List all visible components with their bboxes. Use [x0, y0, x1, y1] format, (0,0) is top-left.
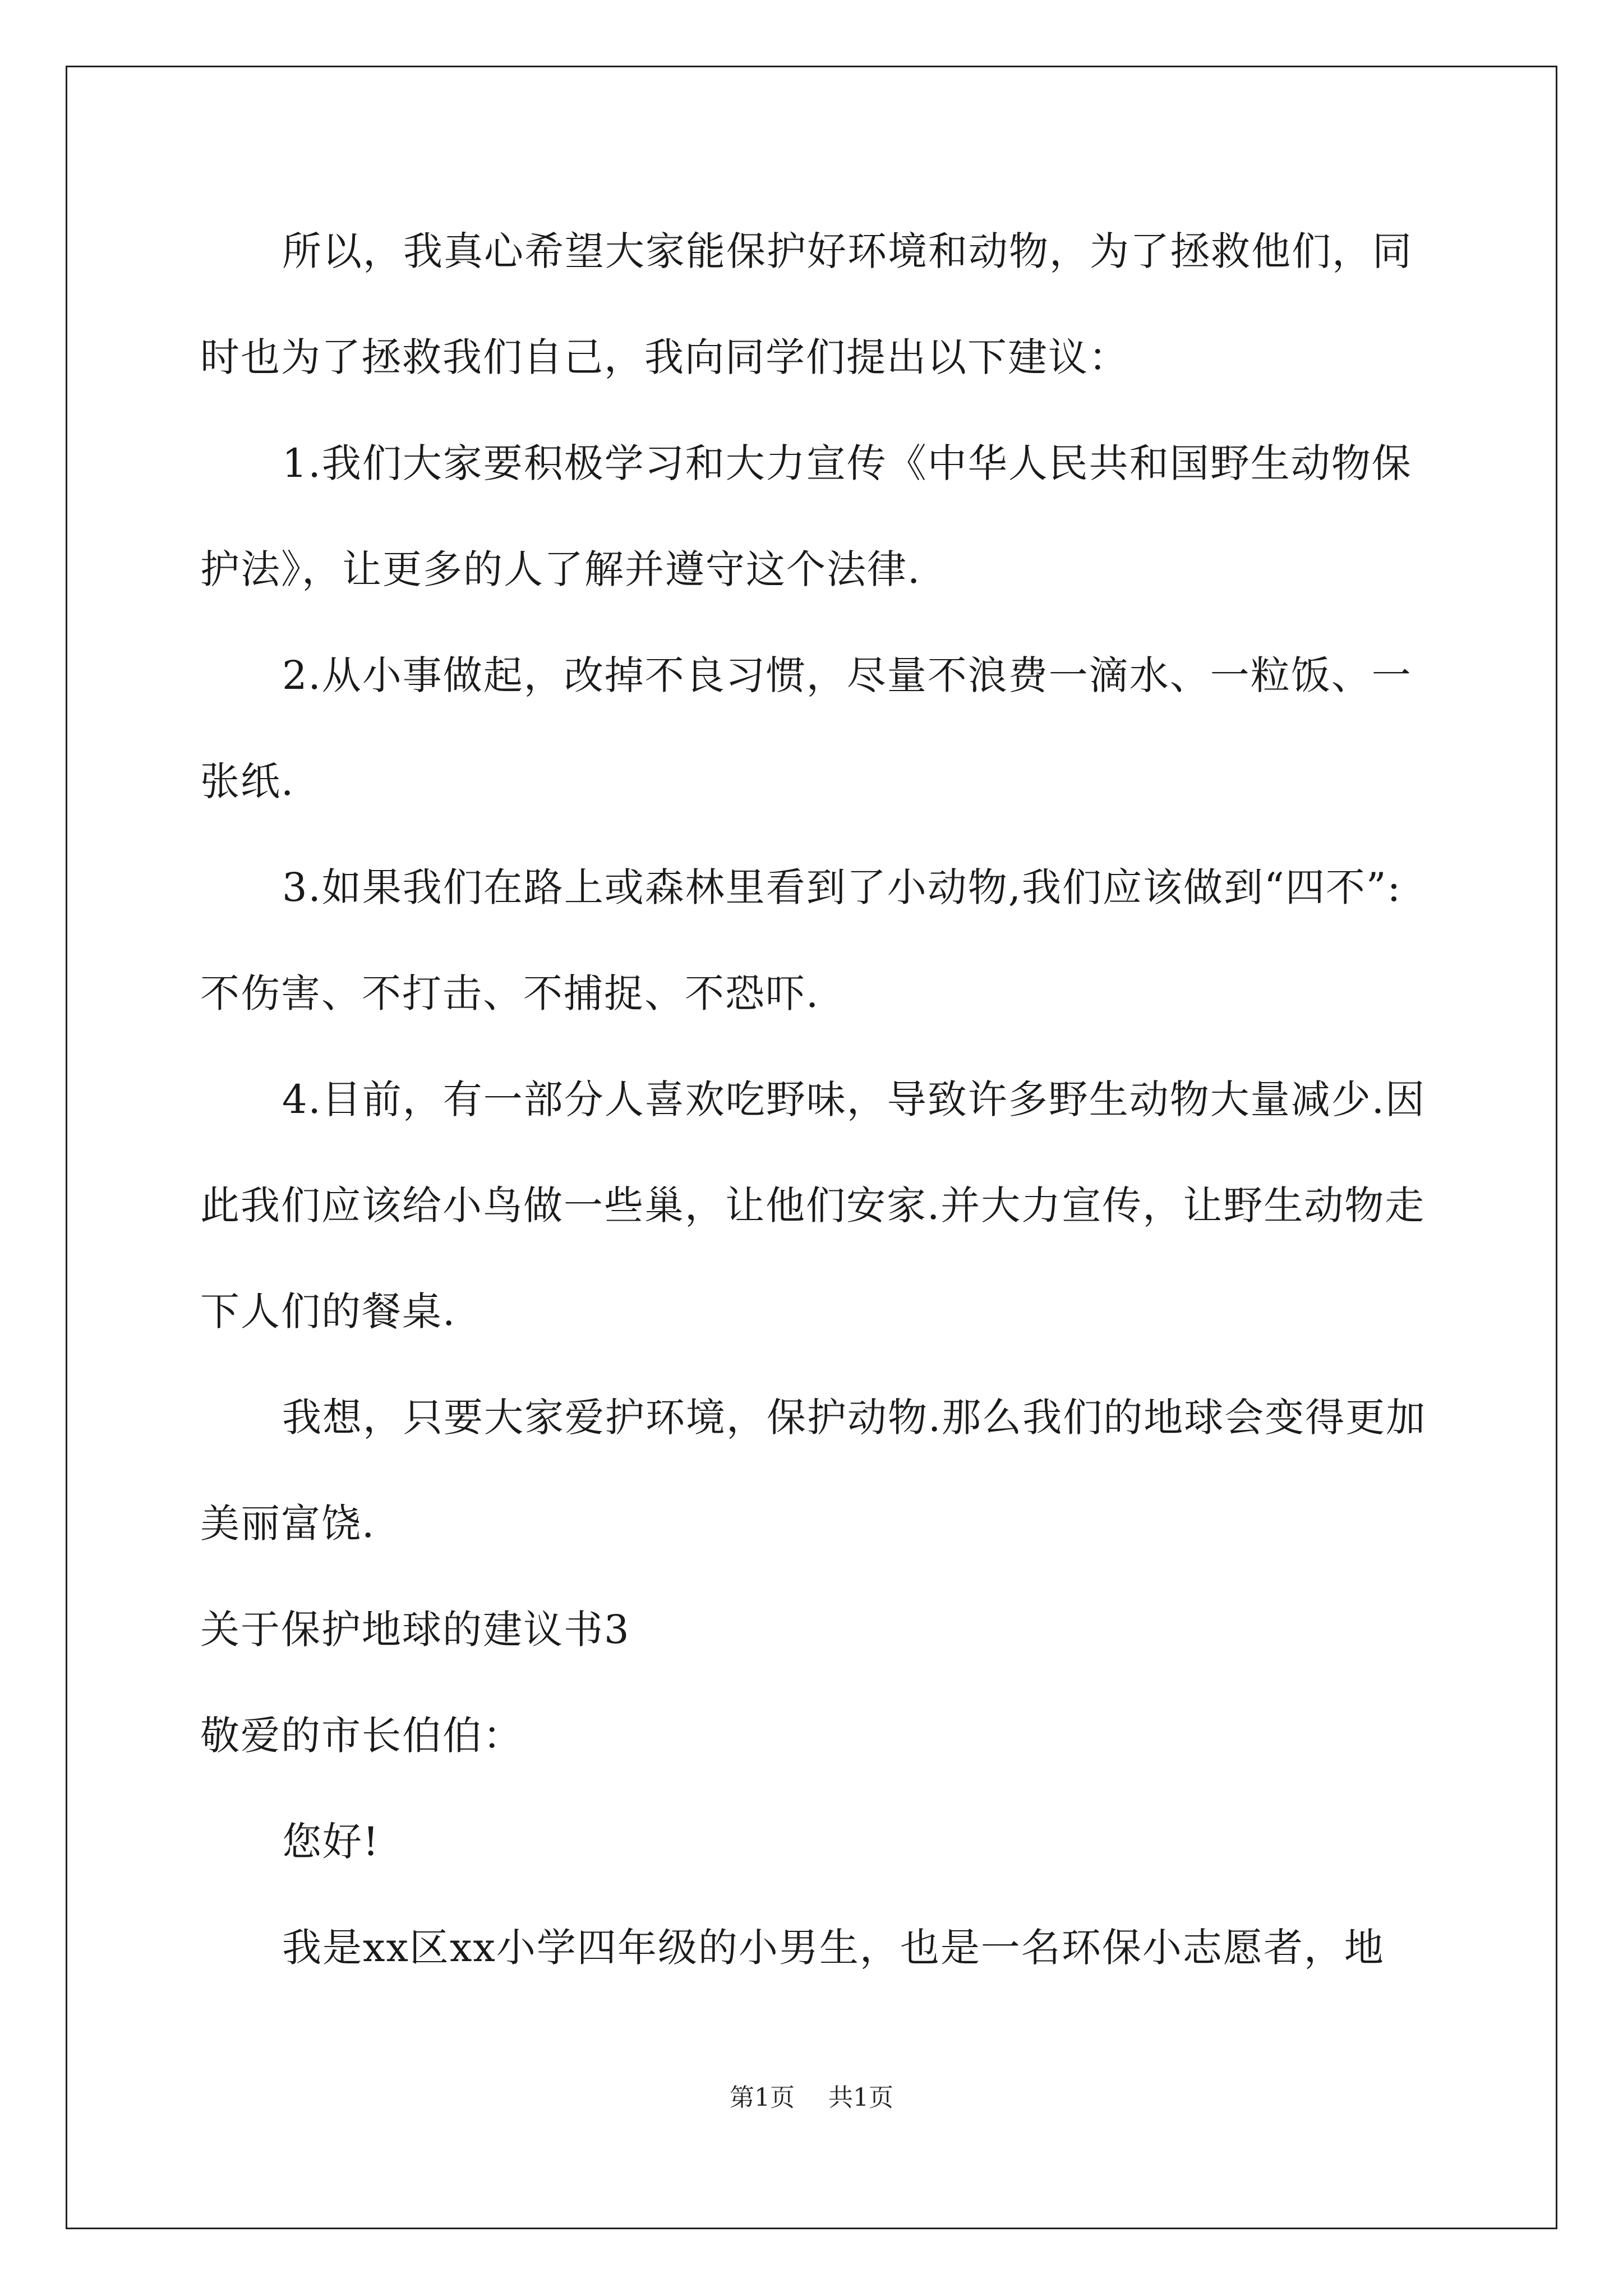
page-border	[66, 66, 1557, 2229]
text-line: 张纸.	[200, 758, 295, 804]
text-line: 不伤害、不打击、不捕捉、不恐吓.	[200, 970, 820, 1016]
letter-salutation: 敬爱的市长伯伯：	[200, 1713, 523, 1759]
list-item-3: 3.如果我们在路上或森林里看到了小动物,我们应该做到“四不”:	[282, 864, 1402, 910]
page-number: 第1页	[730, 2083, 795, 2112]
text-line: 下人们的餐桌.	[200, 1289, 457, 1335]
text-line: 美丽富饶.	[200, 1501, 376, 1547]
section-heading: 关于保护地球的建议书3	[200, 1607, 630, 1653]
list-item-4: 4.目前，有一部分人喜欢吃野味，导致许多野生动物大量减少.因	[282, 1076, 1426, 1122]
text-line: 我是xx区xx小学四年级的小男生，也是一名环保小志愿者，地	[282, 1925, 1385, 1971]
text-line: 护法》，让更多的人了解并遵守这个法律.	[200, 546, 921, 592]
text-line: 所以，我真心希望大家能保护好环境和动物，为了拯救他们，同	[282, 228, 1413, 274]
list-item-1: 1.我们大家要积极学习和大力宣传《中华人民共和国野生动物保	[282, 440, 1412, 486]
text-line: 时也为了拯救我们自己，我向同学们提出以下建议：	[200, 334, 1129, 380]
page-total: 共1页	[828, 2083, 893, 2112]
text-line: 此我们应该给小鸟做一些巢，让他们安家.并大力宣传，让野生动物走	[200, 1182, 1426, 1228]
list-item-2: 2.从小事做起，改掉不良习惯，尽量不浪费一滴水、一粒饭、一	[282, 652, 1412, 698]
text-line: 我想，只要大家爱护环境，保护动物.那么我们的地球会变得更加	[282, 1395, 1427, 1441]
letter-greeting: 您好!	[282, 1819, 380, 1865]
page-footer	[0, 2081, 1623, 2115]
